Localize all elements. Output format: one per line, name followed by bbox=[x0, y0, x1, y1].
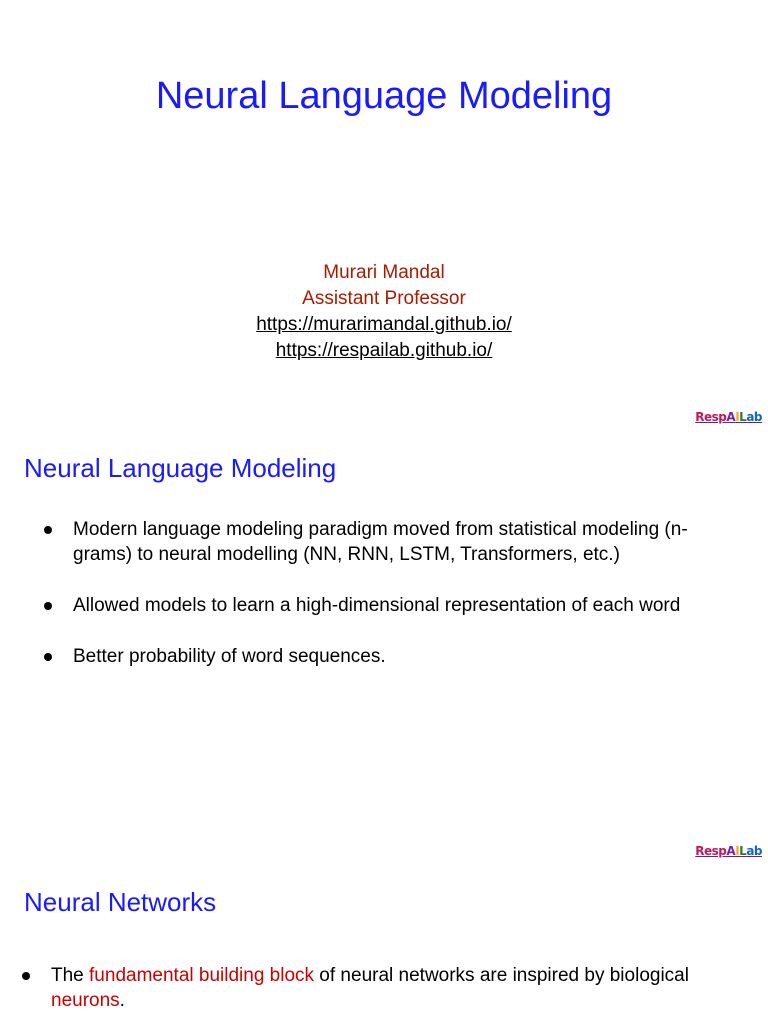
slide-heading: Neural Language Modeling bbox=[24, 453, 337, 483]
lab-link[interactable]: https://respailab.github.io/ bbox=[275, 340, 493, 361]
highlight-text: fundamental building block bbox=[89, 965, 315, 986]
logo-part-5: ab bbox=[746, 844, 762, 858]
logo-part-3: I bbox=[735, 410, 740, 424]
author-block bbox=[0, 260, 768, 364]
bullet-item: Modern language modeling paradigm moved from statistical modeling (n-grams) to neural modelling (NN, RNN, LSTM, Transformers, etc.) bbox=[40, 517, 740, 567]
author-name: Murari Mandal bbox=[323, 262, 445, 283]
neural-networks-slide bbox=[0, 864, 768, 1024]
highlight-text: neurons bbox=[51, 990, 120, 1011]
logo-part-1: Resp bbox=[695, 410, 727, 424]
logo-part-1: Resp bbox=[695, 844, 727, 858]
logo-part-5: ab bbox=[746, 410, 762, 424]
logo-part-2: A bbox=[726, 844, 736, 858]
homepage-link[interactable]: https://murarimandal.github.io/ bbox=[256, 314, 512, 335]
bullet-text: . bbox=[119, 990, 125, 1011]
respailab-logo bbox=[695, 410, 762, 424]
bullet-text: The bbox=[51, 965, 90, 986]
bullet-list bbox=[40, 517, 740, 695]
slide-heading: Neural Networks bbox=[24, 887, 217, 917]
bullet-list bbox=[18, 963, 738, 1024]
bullet-item bbox=[18, 963, 738, 1013]
presentation-title: Neural Language Modeling bbox=[155, 75, 613, 117]
logo-part-4: L bbox=[739, 410, 747, 424]
bullet-text: of neural networks are inspired by biological bbox=[314, 965, 689, 986]
bullet-item: Better probability of word sequences. bbox=[40, 644, 740, 669]
logo-part-4: L bbox=[739, 844, 747, 858]
neural-language-modeling-slide bbox=[0, 432, 768, 864]
author-role: Assistant Professor bbox=[302, 288, 466, 309]
bullet-item: Allowed models to learn a high-dimensional representation of each word bbox=[40, 593, 740, 618]
logo-part-2: A bbox=[726, 410, 736, 424]
logo-part-3: I bbox=[735, 844, 740, 858]
title-slide bbox=[0, 0, 768, 432]
respailab-logo bbox=[695, 844, 762, 858]
